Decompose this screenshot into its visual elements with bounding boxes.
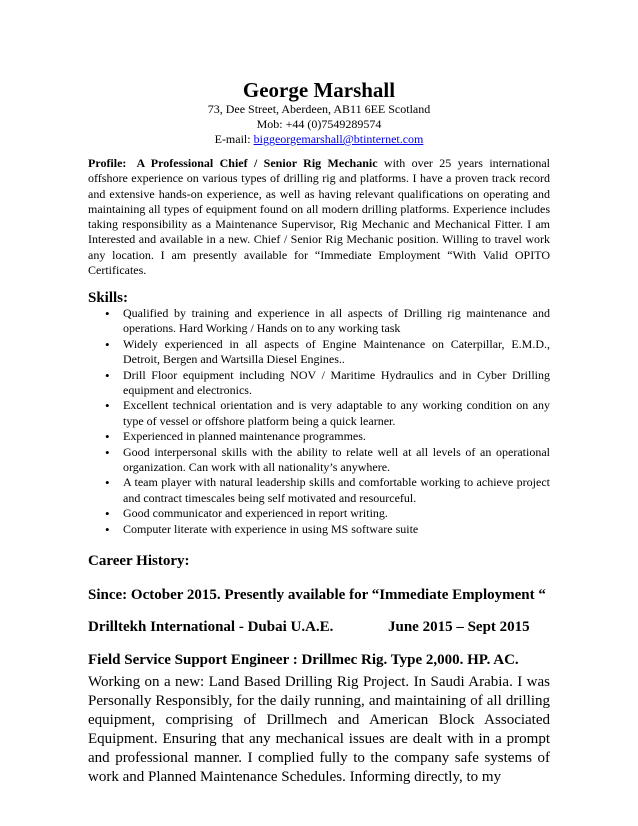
profile-section <box>88 156 550 278</box>
career-company-line <box>88 619 550 636</box>
email-link[interactable]: biggeorgemarshall@btinternet.com <box>253 132 424 146</box>
skill-item: • Good communicator and experienced in report writing. <box>123 506 550 521</box>
career-availability: Since: October 2015. Presently available for “Immediate Employment “ <box>88 587 546 603</box>
career-dates: June 2015 – Sept 2015 <box>388 619 530 635</box>
profile-text: with over 25 years international offshore experience on various types of drilling rig and platforms. I have a proven track record and extensive hands-on experience, as well as having relevant qualifications on operating and maintaining all types of equipment found on all modern drilling platforms. Experience includes taking responsibility as a Maintenance Supervisor, Rig Mechanic and Mechanical Fitter. I am Interested and available in a new. Chief / Senior Rig Mechanic position. Willing to travel work any location. I am presently available for “Immediate Employment “With Valid OPITO Certificates. <box>88 156 550 278</box>
candidate-name: George Marshall <box>242 78 396 102</box>
skill-item: • Experienced in planned maintenance programmes. <box>123 429 550 444</box>
skill-item: • A team player with natural leadership skills and comfortable working to achieve project and contract timescales being self motivated and resourceful. <box>123 475 550 506</box>
skills-list <box>88 306 550 537</box>
address-line: 73, Dee Street, Aberdeen, AB11 6EE Scotland <box>207 102 431 116</box>
skill-item: • Qualified by training and experience in all aspects of Drilling rig maintenance and operations. Hard Working / Hands on to any working task <box>123 306 550 337</box>
skill-item: • Excellent technical orientation and is very adaptable to any working condition on any type of vessel or offshore platform being a quick learner. <box>123 398 550 429</box>
email-line <box>88 132 550 146</box>
mobile-line: Mob: +44 (0)7549289574 <box>256 117 382 131</box>
career-heading: Career History: <box>88 553 190 569</box>
career-role: Field Service Support Engineer : Drillmec Rig. Type 2,000. HP. AC. <box>88 652 519 668</box>
email-label: E-mail: <box>214 132 254 146</box>
career-company: Drilltekh International - Dubai U.A.E. <box>88 619 334 635</box>
skill-item: • Computer literate with experience in using MS software suite <box>123 522 550 537</box>
skill-item: • Drill Floor equipment including NOV / Maritime Hydraulics and in Cyber Drilling equipment and electronics. <box>123 368 550 399</box>
skills-heading: Skills: <box>88 290 129 306</box>
profile-title: A Professional Chief / Senior Rig Mechanic <box>136 156 378 170</box>
skill-item: • Widely experienced in all aspects of Engine Maintenance on Caterpillar, E.M.D., Detroit, Bergen and Wartsilla Diesel Engines.. <box>123 337 550 368</box>
career-description: Working on a new: Land Based Drilling Rig Project. In Saudi Arabia. I was Personally Responsibly, for the daily running, and maintaining of all drilling equipment, comprising of Drillmech and American Block Associated Equipment. Ensuring that any mechanical issues are dealt with in a prompt and professional manner. I complied fully to the company safe systems of work and Planned Maintenance Schedules. Informing directly, to my <box>88 674 550 785</box>
profile-label: Profile: <box>88 156 127 170</box>
skill-item: • Good interpersonal skills with the ability to relate well at all levels of an operational organization. Can work with all nationality’s anywhere. <box>123 445 550 476</box>
